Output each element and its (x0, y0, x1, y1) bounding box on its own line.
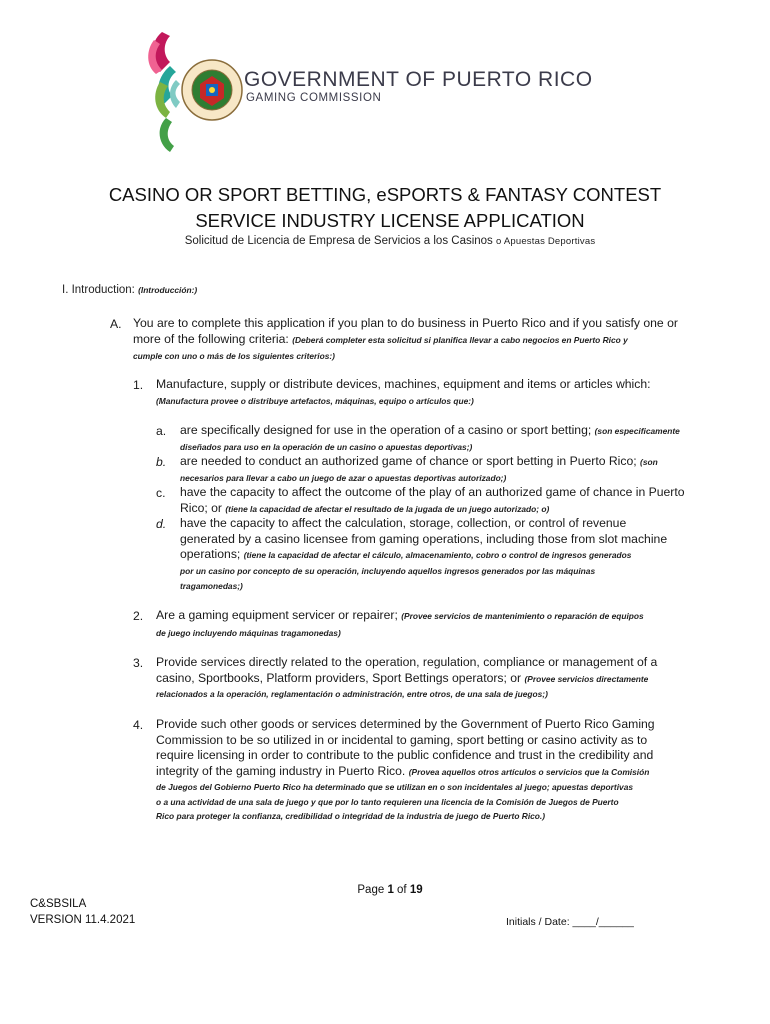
doc-version: VERSION 11.4.2021 (30, 914, 136, 926)
item-4-text (156, 717, 720, 824)
item-3-line1: Provide services directly related to the operation, regulation, compliance or management of a (156, 655, 658, 669)
item-a-marker: A. (110, 317, 122, 331)
item-a-es2: cumple con uno o más de los siguientes criterios:) (133, 351, 335, 362)
organization-name: GOVERNMENT OF PUERTO RICO (244, 68, 593, 91)
page-prefix: Page (357, 884, 388, 896)
sub-a-line1: are specifically designed for use in the operation of a casino or sport betting; (180, 423, 595, 437)
sub-d-text (180, 516, 720, 594)
item-1-es: (Manufactura provee o distribuye artefactos, máquinas, equipo o artículos que:) (156, 395, 474, 406)
item-4-line2: Commission to be so utilized in or incidental to gaming, sport betting or casino activity as to (156, 732, 648, 747)
item-2-es2: de juego incluyendo máquinas tragamonedas) (156, 627, 341, 638)
section-label: I. Introduction: (62, 284, 135, 296)
item-3-es2: relacionados a la operación, reglamentación o administración, entre otros, de una sala de juegos;) (156, 689, 548, 700)
sub-d-es5: tragamonedas;) (180, 580, 243, 591)
item-4-es2: de Juegos del Gobierno Puerto Rico ha determinado que se utilizan en o son incidentales al juego; apuestas deportivas (156, 782, 634, 793)
item-a-line2 (133, 332, 717, 349)
sub-d-line3: operations; (180, 547, 244, 562)
item-3-line2: casino, Sportbooks, Platform providers, Sport Bettings operators; or (156, 670, 525, 685)
item-4-line1: Provide such other goods or services determined by the Government of Puerto Rico Gaming (156, 717, 655, 731)
section-heading (62, 284, 197, 296)
item-a-es1: (Deberá completer esta solicitud si planifica llevar a cabo negocios en Puerto Rico y (292, 334, 628, 345)
sub-b-es1: (son (640, 457, 658, 467)
sub-a-text (180, 423, 720, 454)
item-3-marker: 3. (133, 656, 144, 670)
item-a-line2-en: more of the following criteria: (133, 331, 293, 346)
item-1-line: Manufacture, supply or distribute devices, machines, equipment and items or articles which: (156, 377, 651, 391)
sub-b-line1: are needed to conduct an authorized game of chance or sport betting in Puerto Rico; (180, 454, 641, 468)
item-4-es1: (Provea aquellos otros artículos o servicios que la Comisión (408, 766, 650, 777)
organization-subtitle: GAMING COMMISSION (246, 92, 382, 104)
initials-date: Initials / Date: ____/______ (506, 916, 634, 928)
subtitle-small: o Apuestas Deportivas (496, 236, 596, 247)
sub-c-marker: c. (156, 486, 166, 500)
sub-d-line2: generated by a casino licensee from gaming operations, including those from slot machine (180, 531, 668, 546)
item-2-text (156, 608, 720, 641)
page-of: of (393, 884, 410, 896)
item-4-line4: integrity of the gaming industry in Puerto Rico. (156, 763, 409, 778)
item-2-line: Are a gaming equipment servicer or repairer; (156, 608, 402, 622)
item-2-es1: (Provee servicios de mantenimiento o reparación de equipos (401, 611, 644, 621)
item-4-es4: Rico para proteger la confianza, credibilidad o integridad de la industria de juego de Puerto Rico.) (156, 811, 546, 822)
sub-a-marker: a. (156, 424, 167, 438)
document-title-line2: SERVICE INDUSTRY LICENSE APPLICATION (195, 210, 585, 231)
sub-a-es1: (son especificamente (594, 426, 680, 436)
sub-c-line2: Rico; or (180, 500, 226, 515)
sub-d-es4: por un casino por concepto de su operación, incluyendo aquellos ingresos generados por las máquinas (180, 565, 596, 576)
commission-logo-graphic (140, 22, 250, 162)
item-a-line1: You are to complete this application if you plan to do business in Puerto Rico and if you satisfy one or (133, 316, 678, 330)
page-current: 1 (387, 884, 394, 896)
page-number (0, 884, 770, 896)
sub-c-text (180, 485, 720, 517)
sub-c-line1: have the capacity to affect the outcome of the play of an authorized game of chance in Puerto (180, 485, 685, 499)
item-4-es3: o a una actividad de una sala de juego y que por lo tanto requieren una licencia de la Comisión de Juegos de Puerto (156, 796, 619, 807)
document-subtitle (0, 235, 770, 247)
section-label-es: (Introducción:) (138, 285, 198, 295)
sub-d-line1: have the capacity to affect the calculation, storage, collection, or control of revenue (180, 516, 627, 530)
sub-b-text (180, 454, 720, 485)
page-total: 19 (409, 884, 423, 896)
item-2-marker: 2. (133, 609, 144, 623)
sub-b-marker: b. (156, 455, 167, 469)
sub-d-es3: (tiene la capacidad de afectar el cálculo, almacenamiento, cobro o control de ingresos generados (243, 550, 632, 561)
subtitle-main: Solicitud de Licencia de Empresa de Servicios a los Casinos (184, 235, 497, 247)
sub-d-marker: d. (156, 517, 167, 531)
item-4-line3: require licensing in order to contribute to the public confidence and trust in the credibility and (156, 748, 654, 763)
item-1-marker: 1. (133, 378, 144, 392)
item-3-es1: (Provee servicios directamente (524, 673, 649, 684)
item-a-text (133, 316, 717, 364)
document-title-line1: CASINO OR SPORT BETTING, eSPORTS & FANTASY CONTEST (108, 184, 662, 205)
item-4-marker: 4. (133, 718, 144, 732)
doc-code: C&SBSILA (30, 898, 87, 910)
item-1-text (156, 377, 717, 409)
sub-a-es2: diseñados para uso en la operación de un casino o apuestas deportivas;) (180, 441, 473, 452)
sub-b-es2: necesarios para llevar a cabo un juego de azar o apuestas deportivas autorizado;) (180, 472, 507, 483)
item-3-text (156, 655, 720, 701)
sub-c-es: (tiene la capacidad de afectar el resultado de la jugada de un juego autorizado; o) (225, 503, 550, 514)
